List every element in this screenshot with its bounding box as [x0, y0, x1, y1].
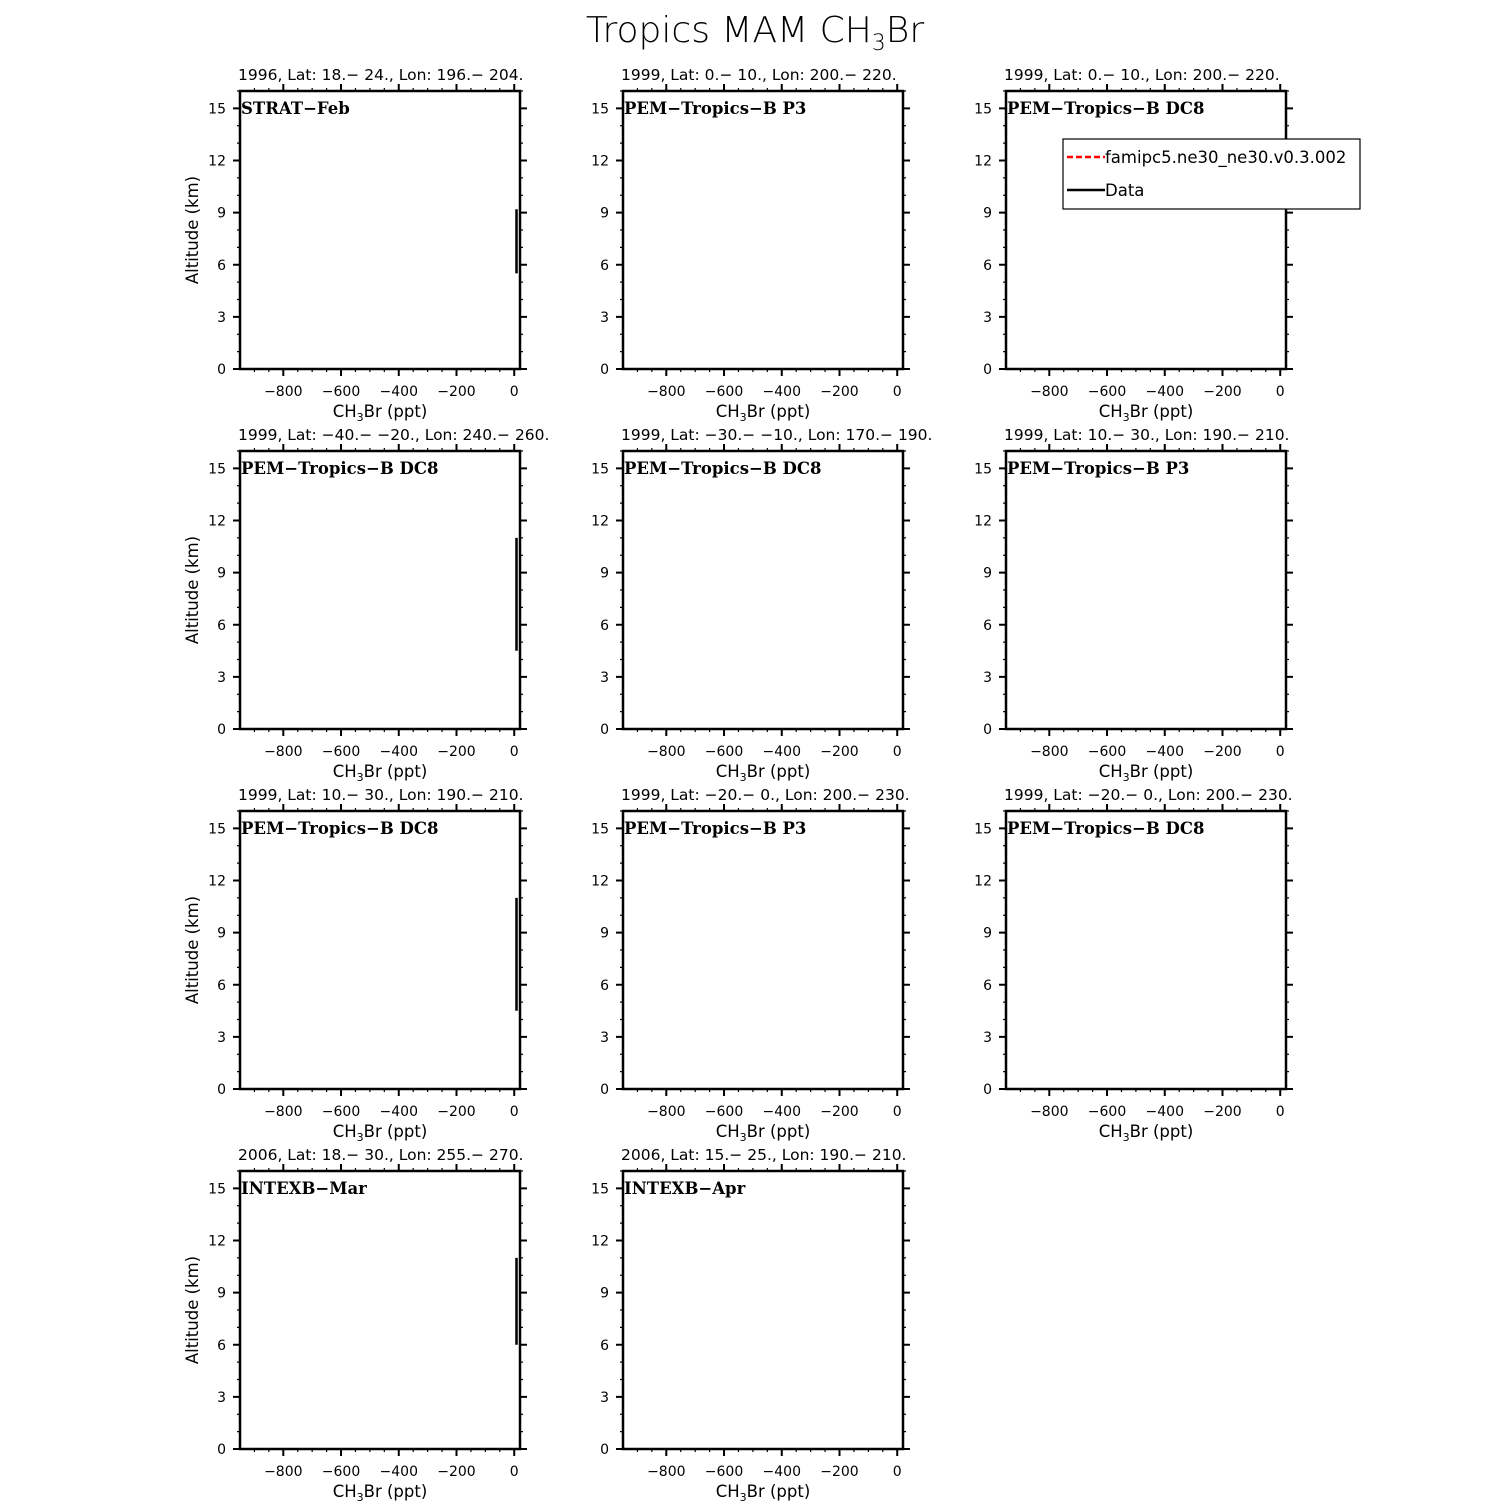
x-axis-label-subscript: 3	[1122, 771, 1130, 784]
y-tick-label: 3	[217, 669, 226, 686]
x-tick-label: −400	[762, 1104, 801, 1120]
x-axis-label-main: CH	[1098, 402, 1123, 421]
x-axis-label	[1099, 1122, 1194, 1144]
y-tick-label: 6	[217, 977, 226, 994]
plot-frame	[240, 811, 520, 1089]
y-tick-label: 3	[217, 309, 226, 326]
plot-frame	[1006, 91, 1286, 369]
y-tick-label: 6	[217, 257, 226, 274]
y-tick-label: 15	[591, 1181, 609, 1198]
x-tick-label: −400	[762, 1464, 801, 1480]
y-tick-label: 0	[983, 362, 992, 378]
x-tick-label: −200	[1203, 1104, 1242, 1120]
y-tick-label: 12	[974, 513, 992, 530]
x-tick-label: −800	[264, 384, 303, 400]
x-axis-label-tail: Br (ppt)	[746, 1122, 811, 1141]
x-tick-label: −600	[321, 1104, 361, 1120]
y-tick-label: 9	[217, 925, 226, 942]
x-tick-label: 0	[892, 744, 902, 760]
x-tick-label: −400	[379, 1104, 418, 1120]
x-tick-label: −400	[379, 1464, 418, 1480]
y-tick-label: 15	[208, 821, 226, 838]
y-tick-label: 0	[217, 362, 226, 378]
panel-header: 1999, Lat: −20.− 0., Lon: 200.− 230.	[621, 786, 910, 804]
x-axis-label-tail: Br (ppt)	[1129, 402, 1194, 421]
panel-header: 1996, Lat: 18.− 24., Lon: 196.− 204.	[238, 66, 524, 84]
y-tick-label: 0	[600, 1082, 609, 1098]
campaign-label: PEM−Tropics−B P3	[1007, 459, 1190, 478]
panel-header: 1999, Lat: 0.− 10., Lon: 200.− 220.	[1004, 66, 1280, 84]
x-tick-label: −200	[437, 384, 476, 400]
figure-title-subscript: 3	[871, 31, 886, 57]
x-tick-label: −800	[264, 744, 303, 760]
panel-5	[591, 426, 932, 784]
x-axis-label-subscript: 3	[739, 1491, 747, 1504]
y-tick-label: 3	[217, 1389, 226, 1406]
x-axis-label-main: CH	[1098, 762, 1123, 781]
x-axis-label-tail: Br (ppt)	[363, 1482, 428, 1501]
x-tick-label: −600	[1087, 384, 1127, 400]
y-tick-label: 6	[600, 617, 609, 634]
y-tick-label: 15	[208, 101, 226, 118]
legend	[1063, 139, 1360, 209]
x-axis-label-subscript: 3	[1122, 1131, 1130, 1144]
plot-frame	[240, 1171, 520, 1449]
x-tick-label: 0	[509, 1464, 519, 1480]
x-tick-label: −400	[762, 384, 801, 400]
x-tick-label: −200	[820, 1464, 859, 1480]
y-tick-label: 15	[591, 821, 609, 838]
y-tick-label: 15	[591, 101, 609, 118]
x-axis-label-tail: Br (ppt)	[1129, 762, 1194, 781]
x-axis-label-main: CH	[1098, 1122, 1123, 1141]
panel-3	[974, 66, 1360, 424]
y-axis-label: Altitude (km)	[183, 535, 202, 645]
y-tick-label: 6	[600, 257, 609, 274]
x-axis-label-subscript: 3	[739, 411, 747, 424]
x-tick-label: −400	[762, 744, 801, 760]
y-tick-label: 12	[974, 873, 992, 890]
x-tick-label: −600	[321, 744, 361, 760]
plot-frame	[240, 91, 520, 369]
y-tick-label: 15	[974, 821, 992, 838]
x-tick-label: 0	[509, 744, 519, 760]
x-axis-label	[333, 1482, 428, 1504]
y-tick-label: 9	[983, 205, 992, 222]
y-tick-label: 12	[208, 873, 226, 890]
x-axis-label-main: CH	[332, 1482, 357, 1501]
y-tick-label: 6	[600, 1337, 609, 1354]
x-tick-label: −200	[437, 1464, 476, 1480]
x-tick-label: −800	[1030, 384, 1069, 400]
y-tick-label: 15	[591, 461, 609, 478]
figure-title-main: Tropics MAM CH	[585, 10, 872, 51]
y-tick-label: 12	[591, 153, 609, 170]
panel-header: 1999, Lat: −40.− −20., Lon: 240.− 260.	[238, 426, 550, 444]
y-tick-label: 9	[217, 205, 226, 222]
plot-frame	[623, 91, 903, 369]
y-tick-label: 15	[974, 101, 992, 118]
y-tick-label: 3	[983, 1029, 992, 1046]
x-axis-label-tail: Br (ppt)	[746, 402, 811, 421]
x-tick-label: 0	[509, 384, 519, 400]
y-tick-label: 0	[983, 1082, 992, 1098]
x-axis-label-main: CH	[332, 762, 357, 781]
x-tick-label: 0	[892, 1464, 902, 1480]
y-tick-label: 3	[217, 1029, 226, 1046]
x-tick-label: −200	[1203, 384, 1242, 400]
x-axis-label	[716, 402, 811, 424]
x-tick-label: −400	[1145, 1104, 1184, 1120]
x-tick-label: −400	[1145, 384, 1184, 400]
panel-header: 1999, Lat: 10.− 30., Lon: 190.− 210.	[238, 786, 524, 804]
y-tick-label: 9	[217, 1285, 226, 1302]
x-axis-label	[333, 1122, 428, 1144]
campaign-label: PEM−Tropics−B DC8	[241, 819, 439, 838]
x-tick-label: −600	[1087, 1104, 1127, 1120]
y-tick-label: 0	[983, 722, 992, 738]
x-axis-label-subscript: 3	[356, 1491, 364, 1504]
panel-1	[183, 66, 527, 424]
x-tick-label: 0	[892, 1104, 902, 1120]
y-tick-label: 3	[600, 1029, 609, 1046]
y-tick-label: 3	[600, 309, 609, 326]
x-tick-label: −600	[321, 1464, 361, 1480]
x-tick-label: −200	[437, 1104, 476, 1120]
x-tick-label: −600	[704, 1104, 744, 1120]
x-axis-label-tail: Br (ppt)	[363, 402, 428, 421]
panel-header: 1999, Lat: −30.− −10., Lon: 170.− 190.	[621, 426, 933, 444]
x-tick-label: −800	[1030, 1104, 1069, 1120]
x-tick-label: −200	[820, 384, 859, 400]
panel-header: 1999, Lat: 0.− 10., Lon: 200.− 220.	[621, 66, 897, 84]
y-tick-label: 12	[974, 153, 992, 170]
x-tick-label: −800	[647, 744, 686, 760]
y-tick-label: 6	[217, 617, 226, 634]
y-axis-label: Altitude (km)	[183, 1255, 202, 1365]
campaign-label: PEM−Tropics−B DC8	[1007, 99, 1205, 118]
y-tick-label: 15	[208, 461, 226, 478]
panel-header: 1999, Lat: 10.− 30., Lon: 190.− 210.	[1004, 426, 1290, 444]
y-tick-label: 0	[217, 722, 226, 738]
x-tick-label: −600	[321, 384, 361, 400]
campaign-label: PEM−Tropics−B P3	[624, 99, 807, 118]
x-axis-label-tail: Br (ppt)	[746, 1482, 811, 1501]
panel-header: 2006, Lat: 15.− 25., Lon: 190.− 210.	[621, 1146, 907, 1164]
x-axis-label-subscript: 3	[739, 771, 747, 784]
y-tick-label: 15	[974, 461, 992, 478]
panel-header: 2006, Lat: 18.− 30., Lon: 255.− 270.	[238, 1146, 524, 1164]
x-axis-label-main: CH	[332, 1122, 357, 1141]
y-tick-label: 9	[600, 925, 609, 942]
plot-frame	[623, 811, 903, 1089]
x-tick-label: −800	[264, 1104, 303, 1120]
x-tick-label: −800	[647, 1464, 686, 1480]
y-tick-label: 3	[600, 669, 609, 686]
y-tick-label: 12	[591, 1233, 609, 1250]
y-tick-label: 6	[983, 257, 992, 274]
campaign-label: INTEXB−Mar	[241, 1179, 367, 1198]
x-axis-label	[716, 762, 811, 784]
y-tick-label: 9	[983, 925, 992, 942]
y-tick-label: 6	[983, 977, 992, 994]
x-tick-label: −600	[704, 744, 744, 760]
x-tick-label: 0	[509, 1104, 519, 1120]
x-tick-label: −800	[647, 1104, 686, 1120]
y-tick-label: 6	[217, 1337, 226, 1354]
x-tick-label: −400	[379, 744, 418, 760]
y-tick-label: 3	[983, 309, 992, 326]
x-tick-label: −200	[820, 744, 859, 760]
y-tick-label: 12	[208, 1233, 226, 1250]
y-tick-label: 15	[208, 1181, 226, 1198]
x-axis-label-main: CH	[715, 1482, 740, 1501]
x-tick-label: −600	[1087, 744, 1127, 760]
x-axis-label-subscript: 3	[356, 771, 364, 784]
plot-frame	[240, 451, 520, 729]
plot-frame	[623, 451, 903, 729]
x-axis-label	[716, 1482, 811, 1504]
y-tick-label: 9	[217, 565, 226, 582]
campaign-label: INTEXB−Apr	[624, 1179, 746, 1198]
campaign-label: PEM−Tropics−B DC8	[624, 459, 822, 478]
x-tick-label: −800	[1030, 744, 1069, 760]
panel-7	[183, 786, 527, 1144]
x-axis-label-tail: Br (ppt)	[363, 762, 428, 781]
y-tick-label: 0	[217, 1082, 226, 1098]
figure-title-tail: Br	[885, 10, 925, 51]
campaign-label: PEM−Tropics−B P3	[624, 819, 807, 838]
x-tick-label: −400	[379, 384, 418, 400]
x-tick-label: −800	[264, 1464, 303, 1480]
panel-4	[183, 426, 549, 784]
x-axis-label	[1099, 402, 1194, 424]
y-tick-label: 12	[208, 513, 226, 530]
x-tick-label: 0	[1275, 1104, 1285, 1120]
x-axis-label	[716, 1122, 811, 1144]
x-axis-label	[1099, 762, 1194, 784]
y-tick-label: 9	[600, 1285, 609, 1302]
x-axis-label	[333, 762, 428, 784]
panel-9	[974, 786, 1293, 1144]
x-tick-label: −200	[1203, 744, 1242, 760]
x-tick-label: −600	[704, 384, 744, 400]
x-tick-label: −600	[704, 1464, 744, 1480]
plot-frame	[623, 1171, 903, 1449]
campaign-label: PEM−Tropics−B DC8	[1007, 819, 1205, 838]
y-tick-label: 6	[983, 617, 992, 634]
x-axis-label	[333, 402, 428, 424]
y-tick-label: 0	[217, 1442, 226, 1458]
panel-10	[183, 1146, 527, 1504]
plot-frame	[1006, 811, 1286, 1089]
y-axis-label: Altitude (km)	[183, 175, 202, 285]
x-axis-label-tail: Br (ppt)	[363, 1122, 428, 1141]
x-axis-label-subscript: 3	[356, 411, 364, 424]
x-axis-label-main: CH	[715, 1122, 740, 1141]
y-tick-label: 0	[600, 1442, 609, 1458]
x-axis-label-subscript: 3	[356, 1131, 364, 1144]
x-axis-label-subscript: 3	[739, 1131, 747, 1144]
panel-2	[591, 66, 910, 424]
x-tick-label: 0	[892, 384, 902, 400]
y-tick-label: 9	[600, 565, 609, 582]
y-tick-label: 0	[600, 722, 609, 738]
x-tick-label: −800	[647, 384, 686, 400]
x-tick-label: 0	[1275, 744, 1285, 760]
x-axis-label-tail: Br (ppt)	[1129, 1122, 1194, 1141]
y-tick-label: 3	[600, 1389, 609, 1406]
x-tick-label: −400	[1145, 744, 1184, 760]
panel-header: 1999, Lat: −20.− 0., Lon: 200.− 230.	[1004, 786, 1293, 804]
y-tick-label: 9	[983, 565, 992, 582]
legend-label: Data	[1105, 181, 1145, 200]
plot-frame	[1006, 451, 1286, 729]
y-tick-label: 3	[983, 669, 992, 686]
campaign-label: STRAT−Feb	[241, 99, 350, 118]
x-axis-label-main: CH	[715, 402, 740, 421]
x-axis-label-tail: Br (ppt)	[746, 762, 811, 781]
y-axis-label: Altitude (km)	[183, 895, 202, 1005]
x-tick-label: −200	[820, 1104, 859, 1120]
campaign-label: PEM−Tropics−B DC8	[241, 459, 439, 478]
y-tick-label: 6	[600, 977, 609, 994]
x-axis-label-main: CH	[332, 402, 357, 421]
x-axis-label-main: CH	[715, 762, 740, 781]
y-tick-label: 9	[600, 205, 609, 222]
y-tick-label: 0	[600, 362, 609, 378]
panel-11	[591, 1146, 910, 1504]
y-tick-label: 12	[591, 873, 609, 890]
x-tick-label: 0	[1275, 384, 1285, 400]
x-axis-label-subscript: 3	[1122, 411, 1130, 424]
y-tick-label: 12	[591, 513, 609, 530]
y-tick-label: 12	[208, 153, 226, 170]
legend-label: famipc5.ne30_ne30.v0.3.002	[1105, 148, 1347, 167]
panel-8	[591, 786, 910, 1144]
x-tick-label: −200	[437, 744, 476, 760]
panel-6	[974, 426, 1293, 784]
